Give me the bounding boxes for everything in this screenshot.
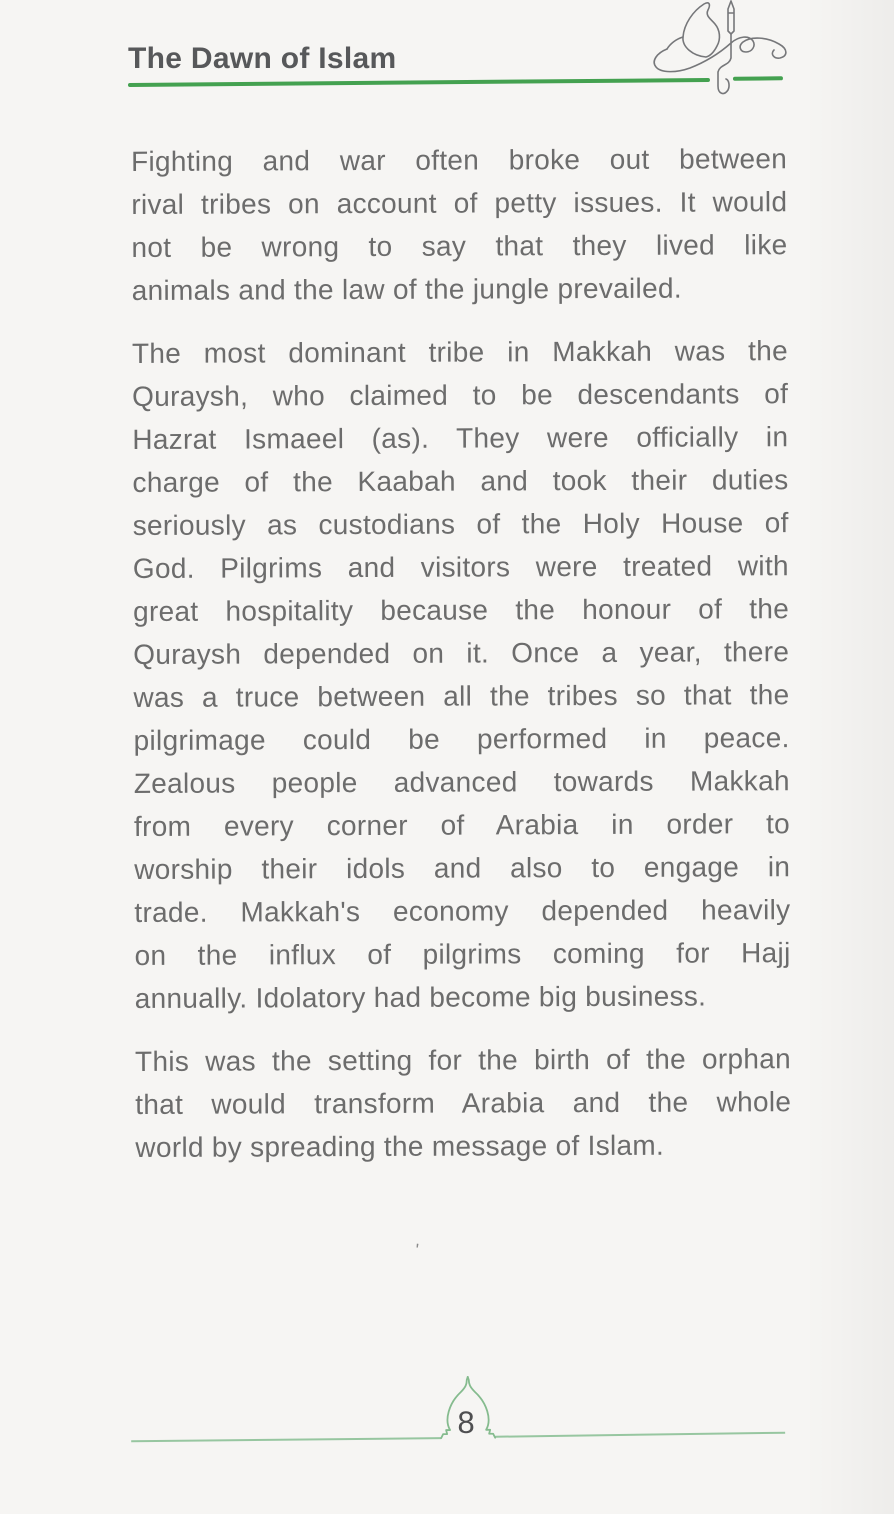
footer-rule-right (495, 1433, 785, 1437)
paragraph (132, 329, 791, 1020)
text-line: seriously as custodians of the Holy House of (132, 507, 789, 541)
text-line: This was the setting for the birth of the orphan (134, 1043, 792, 1077)
text-line: was a truce between all the tribes so that the (133, 679, 790, 713)
text-line: Zealous people advanced towards Makkah (133, 765, 790, 799)
page-number: 8 (457, 1404, 475, 1441)
text-line: world by spreading the message of Islam. (135, 1129, 665, 1163)
body-text (131, 137, 792, 1189)
footer-ornament (128, 1374, 789, 1453)
footer-rule-left (131, 1438, 441, 1441)
text-line: great hospitality because the honour of the (132, 593, 790, 627)
text-line: that would transform Arabia and the whole (135, 1086, 792, 1120)
text-line: charge of the Kaabah and took their duties (132, 464, 789, 498)
page-title: The Dawn of Islam (128, 42, 397, 75)
text-line: Hazrat Ismaeel (as). They were officially in (132, 421, 789, 455)
calligraphy-pen-icon (648, 0, 808, 115)
stray-mark: ' (413, 1239, 420, 1261)
paragraph (135, 1037, 792, 1169)
text-line: God. Pilgrims and visitors were treated with (132, 550, 789, 584)
text-line: Quraysh depended on it. Once a year, there (133, 636, 790, 670)
text-line: on the influx of pilgrims coming for Hajj (134, 937, 791, 971)
paragraph (131, 137, 788, 312)
text-line: not be wrong to say that they lived like (131, 229, 788, 263)
header-rule-main (128, 78, 710, 87)
text-line: worship their idols and also to engage in (134, 851, 791, 885)
text-line: Quraysh, who claimed to be descendants of (132, 378, 789, 412)
text-line: The most dominant tribe in Makkah was the (131, 335, 788, 369)
text-line: rival tribes on account of petty issues. It would (131, 186, 788, 220)
text-line: animals and the law of the jungle prevailed. (131, 272, 682, 306)
text-line: pilgrimage could be performed in peace. (133, 722, 790, 756)
text-line: annually. Idolatory had become big business. (134, 980, 707, 1014)
text-line: Fighting and war often broke out between (131, 143, 788, 177)
text-line: from every corner of Arabia in order to (133, 808, 791, 842)
text-line: trade. Makkah's economy depended heavily (134, 894, 791, 928)
